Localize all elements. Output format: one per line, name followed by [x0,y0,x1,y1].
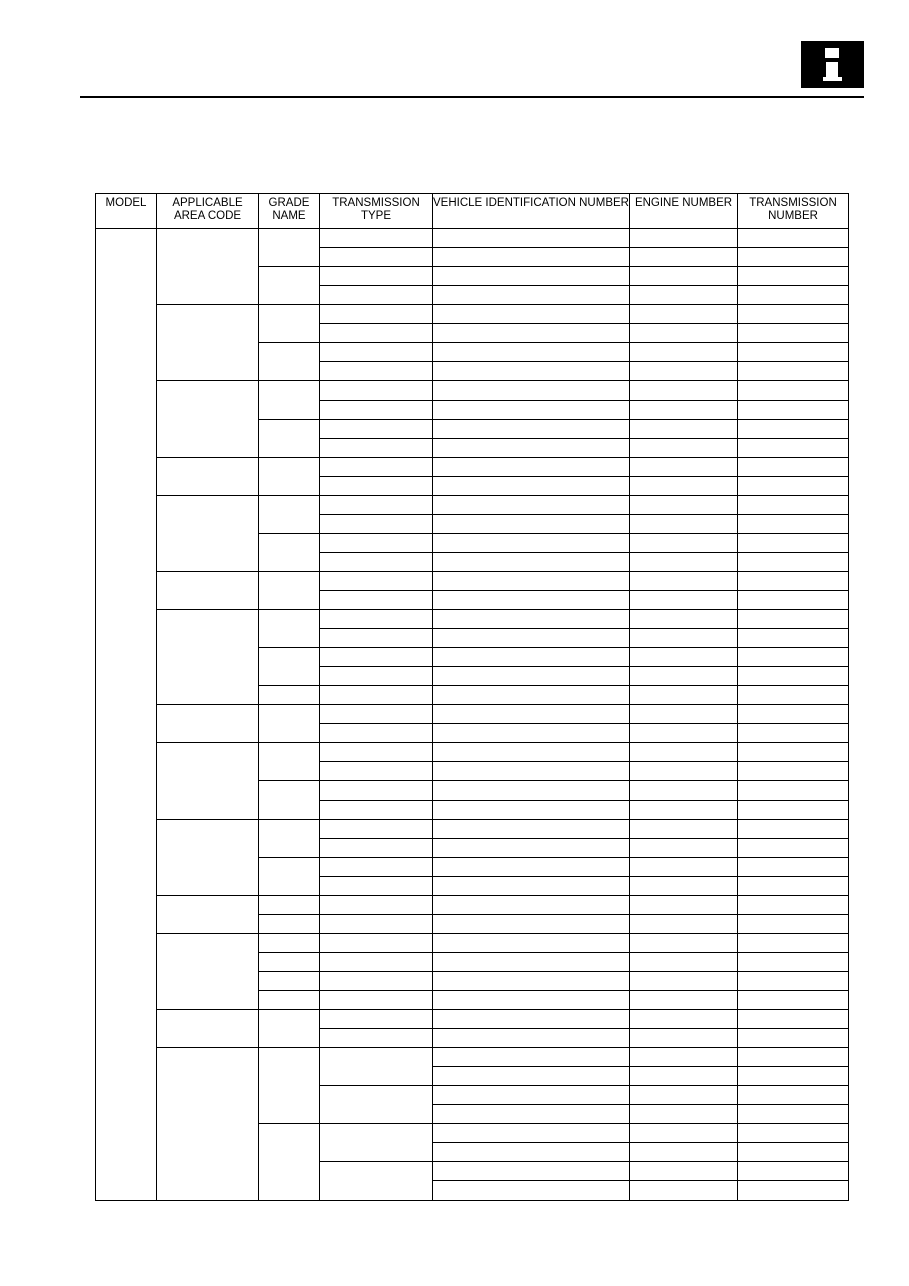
header-model: MODEL [96,194,157,229]
vin-cell [433,1010,630,1029]
vin-cell [433,514,630,533]
transmission-number-cell [738,762,849,781]
engine-number-cell [630,1162,738,1181]
engine-number-cell [630,762,738,781]
engine-number-cell [630,1143,738,1162]
transmission-number-cell [738,1124,849,1143]
engine-number-cell [630,781,738,800]
transmission-type-cell [320,819,433,838]
transmission-number-cell [738,667,849,686]
grade-name-cell [259,990,320,1009]
vin-cell [433,724,630,743]
transmission-type-cell [320,419,433,438]
transmission-type-cell [320,724,433,743]
vin-cell [433,1067,630,1086]
vin-cell [433,419,630,438]
engine-number-cell [630,533,738,552]
transmission-type-cell [320,248,433,267]
vin-cell [433,552,630,571]
info-icon-foot [823,77,842,81]
transmission-type-cell [320,895,433,914]
engine-number-cell [630,952,738,971]
engine-number-cell [630,1029,738,1048]
area-code-cell [157,819,259,895]
transmission-number-cell [738,324,849,343]
transmission-type-cell [320,514,433,533]
transmission-type-cell [320,1124,433,1162]
transmission-type-cell [320,971,433,990]
vin-cell [433,914,630,933]
engine-number-cell [630,495,738,514]
vin-cell [433,1086,630,1105]
transmission-type-cell [320,590,433,609]
engine-number-cell [630,990,738,1009]
engine-number-cell [630,914,738,933]
transmission-type-cell [320,476,433,495]
grade-name-cell [259,819,320,857]
transmission-number-cell [738,610,849,629]
transmission-number-cell [738,533,849,552]
header-transmission-type: TRANSMISSION TYPE [320,194,433,229]
table-row [96,1010,849,1029]
transmission-type-cell [320,914,433,933]
vehicle-identification-table [95,193,849,1201]
transmission-type-cell [320,876,433,895]
engine-number-cell [630,248,738,267]
transmission-number-cell [738,362,849,381]
vin-cell [433,400,630,419]
area-code-cell [157,895,259,933]
grade-name-cell [259,381,320,419]
grade-name-cell [259,267,320,305]
engine-number-cell [630,590,738,609]
grade-name-cell [259,343,320,381]
vin-cell [433,876,630,895]
area-code-cell [157,495,259,571]
transmission-number-cell [738,838,849,857]
area-code-cell [157,381,259,457]
transmission-type-cell [320,457,433,476]
transmission-number-cell [738,1048,849,1067]
vin-cell [433,629,630,648]
engine-number-cell [630,610,738,629]
vin-cell [433,267,630,286]
area-code-cell [157,743,259,819]
transmission-type-cell [320,1162,433,1201]
grade-name-cell [259,648,320,686]
grade-name-cell [259,495,320,533]
info-icon-dot [825,48,839,58]
grade-name-cell [259,610,320,648]
transmission-number-cell [738,552,849,571]
transmission-type-cell [320,1010,433,1029]
header-applicable-area-code: APPLICABLE AREA CODE [157,194,259,229]
vin-cell [433,686,630,705]
vin-cell [433,571,630,590]
vin-cell [433,705,630,724]
transmission-type-cell [320,324,433,343]
vin-cell [433,324,630,343]
transmission-number-cell [738,648,849,667]
engine-number-cell [630,362,738,381]
engine-number-cell [630,552,738,571]
engine-number-cell [630,476,738,495]
transmission-number-cell [738,743,849,762]
transmission-number-cell [738,1086,849,1105]
engine-number-cell [630,819,738,838]
vin-cell [433,457,630,476]
header-rule [80,96,864,98]
transmission-number-cell [738,286,849,305]
transmission-number-cell [738,629,849,648]
transmission-type-cell [320,305,433,324]
grade-name-cell [259,686,320,705]
table-header-row [96,194,849,229]
transmission-number-cell [738,305,849,324]
table-row [96,705,849,724]
transmission-type-cell [320,267,433,286]
vin-cell [433,438,630,457]
area-code-cell [157,305,259,381]
vin-cell [433,286,630,305]
engine-number-cell [630,324,738,343]
vin-cell [433,838,630,857]
engine-number-cell [630,457,738,476]
transmission-type-cell [320,343,433,362]
transmission-number-cell [738,705,849,724]
vin-cell [433,800,630,819]
transmission-number-cell [738,248,849,267]
vin-cell [433,343,630,362]
transmission-number-cell [738,1162,849,1181]
engine-number-cell [630,933,738,952]
table-row [96,495,849,514]
transmission-type-cell [320,933,433,952]
transmission-number-cell [738,343,849,362]
transmission-type-cell [320,743,433,762]
transmission-type-cell [320,571,433,590]
engine-number-cell [630,1086,738,1105]
area-code-cell [157,457,259,495]
transmission-type-cell [320,438,433,457]
transmission-number-cell [738,1143,849,1162]
engine-number-cell [630,305,738,324]
transmission-type-cell [320,495,433,514]
table-row [96,457,849,476]
vin-cell [433,952,630,971]
transmission-type-cell [320,610,433,629]
transmission-number-cell [738,267,849,286]
transmission-type-cell [320,952,433,971]
header-vehicle-identification-number: VEHICLE IDENTIFICATION NUMBER [433,194,630,229]
area-code-cell [157,571,259,609]
transmission-number-cell [738,438,849,457]
vin-cell [433,610,630,629]
engine-number-cell [630,648,738,667]
transmission-type-cell [320,1029,433,1048]
engine-number-cell [630,267,738,286]
transmission-number-cell [738,876,849,895]
engine-number-cell [630,1105,738,1124]
vin-cell [433,781,630,800]
transmission-number-cell [738,571,849,590]
vin-cell [433,381,630,400]
transmission-number-cell [738,914,849,933]
header-engine-number: ENGINE NUMBER [630,194,738,229]
engine-number-cell [630,686,738,705]
transmission-number-cell [738,1067,849,1086]
grade-name-cell [259,705,320,743]
grade-name-cell [259,305,320,343]
engine-number-cell [630,571,738,590]
vin-cell [433,1029,630,1048]
vin-cell [433,762,630,781]
transmission-number-cell [738,229,849,248]
area-code-cell [157,705,259,743]
vin-cell [433,1124,630,1143]
vin-cell [433,590,630,609]
table-row [96,1048,849,1067]
engine-number-cell [630,876,738,895]
vin-cell [433,495,630,514]
engine-number-cell [630,629,738,648]
grade-name-cell [259,571,320,609]
transmission-type-cell [320,667,433,686]
grade-name-cell [259,1048,320,1124]
transmission-type-cell [320,533,433,552]
transmission-type-cell [320,800,433,819]
engine-number-cell [630,971,738,990]
transmission-number-cell [738,476,849,495]
vin-cell [433,476,630,495]
transmission-number-cell [738,419,849,438]
transmission-type-cell [320,686,433,705]
engine-number-cell [630,229,738,248]
engine-number-cell [630,1067,738,1086]
transmission-number-cell [738,400,849,419]
grade-name-cell [259,952,320,971]
vin-cell [433,990,630,1009]
vin-cell [433,971,630,990]
transmission-type-cell [320,286,433,305]
grade-name-cell [259,533,320,571]
vin-cell [433,362,630,381]
area-code-cell [157,933,259,1009]
table-row [96,381,849,400]
grade-name-cell [259,457,320,495]
transmission-type-cell [320,1048,433,1086]
model-cell [96,229,157,1201]
grade-name-cell [259,419,320,457]
vin-cell [433,895,630,914]
transmission-type-cell [320,838,433,857]
grade-name-cell [259,933,320,952]
transmission-number-cell [738,819,849,838]
grade-name-cell [259,1124,320,1201]
transmission-type-cell [320,648,433,667]
transmission-number-cell [738,495,849,514]
transmission-number-cell [738,990,849,1009]
header-transmission-number: TRANSMISSION NUMBER [738,194,849,229]
grade-name-cell [259,743,320,781]
engine-number-cell [630,724,738,743]
engine-number-cell [630,743,738,762]
transmission-type-cell [320,362,433,381]
area-code-cell [157,610,259,705]
engine-number-cell [630,286,738,305]
transmission-type-cell [320,381,433,400]
transmission-number-cell [738,686,849,705]
grade-name-cell [259,857,320,895]
engine-number-cell [630,1181,738,1201]
vin-cell [433,1048,630,1067]
vin-cell [433,1162,630,1181]
area-code-cell [157,1010,259,1048]
transmission-number-cell [738,781,849,800]
engine-number-cell [630,857,738,876]
vin-cell [433,229,630,248]
grade-name-cell [259,895,320,914]
vin-cell [433,743,630,762]
transmission-type-cell [320,857,433,876]
engine-number-cell [630,838,738,857]
transmission-number-cell [738,590,849,609]
table-row [96,610,849,629]
table-row [96,229,849,248]
transmission-type-cell [320,1086,433,1124]
transmission-number-cell [738,1181,849,1201]
engine-number-cell [630,667,738,686]
transmission-type-cell [320,552,433,571]
transmission-number-cell [738,514,849,533]
table-row [96,933,849,952]
vin-cell [433,1105,630,1124]
vin-cell [433,1143,630,1162]
transmission-number-cell [738,933,849,952]
table-row [96,819,849,838]
table-row [96,895,849,914]
table-row [96,571,849,590]
transmission-number-cell [738,952,849,971]
engine-number-cell [630,705,738,724]
engine-number-cell [630,400,738,419]
transmission-number-cell [738,895,849,914]
table-row [96,743,849,762]
transmission-type-cell [320,705,433,724]
vin-cell [433,1181,630,1201]
engine-number-cell [630,514,738,533]
transmission-type-cell [320,229,433,248]
vin-cell [433,819,630,838]
transmission-type-cell [320,781,433,800]
grade-name-cell [259,914,320,933]
engine-number-cell [630,800,738,819]
area-code-cell [157,229,259,305]
transmission-number-cell [738,381,849,400]
engine-number-cell [630,1048,738,1067]
info-icon [801,41,864,88]
vin-cell [433,305,630,324]
engine-number-cell [630,381,738,400]
area-code-cell [157,1048,259,1201]
table-row [96,305,849,324]
engine-number-cell [630,1010,738,1029]
header-grade-name: GRADE NAME [259,194,320,229]
transmission-number-cell [738,800,849,819]
transmission-type-cell [320,629,433,648]
vin-cell [433,933,630,952]
grade-name-cell [259,1010,320,1048]
grade-name-cell [259,781,320,819]
transmission-number-cell [738,971,849,990]
engine-number-cell [630,1124,738,1143]
transmission-number-cell [738,857,849,876]
transmission-number-cell [738,457,849,476]
grade-name-cell [259,971,320,990]
vin-cell [433,648,630,667]
vin-cell [433,248,630,267]
engine-number-cell [630,419,738,438]
engine-number-cell [630,895,738,914]
vin-cell [433,533,630,552]
transmission-number-cell [738,1105,849,1124]
engine-number-cell [630,438,738,457]
vin-cell [433,857,630,876]
transmission-number-cell [738,1010,849,1029]
transmission-type-cell [320,990,433,1009]
vin-cell [433,667,630,686]
transmission-type-cell [320,400,433,419]
grade-name-cell [259,229,320,267]
transmission-number-cell [738,1029,849,1048]
transmission-type-cell [320,762,433,781]
transmission-number-cell [738,724,849,743]
engine-number-cell [630,343,738,362]
